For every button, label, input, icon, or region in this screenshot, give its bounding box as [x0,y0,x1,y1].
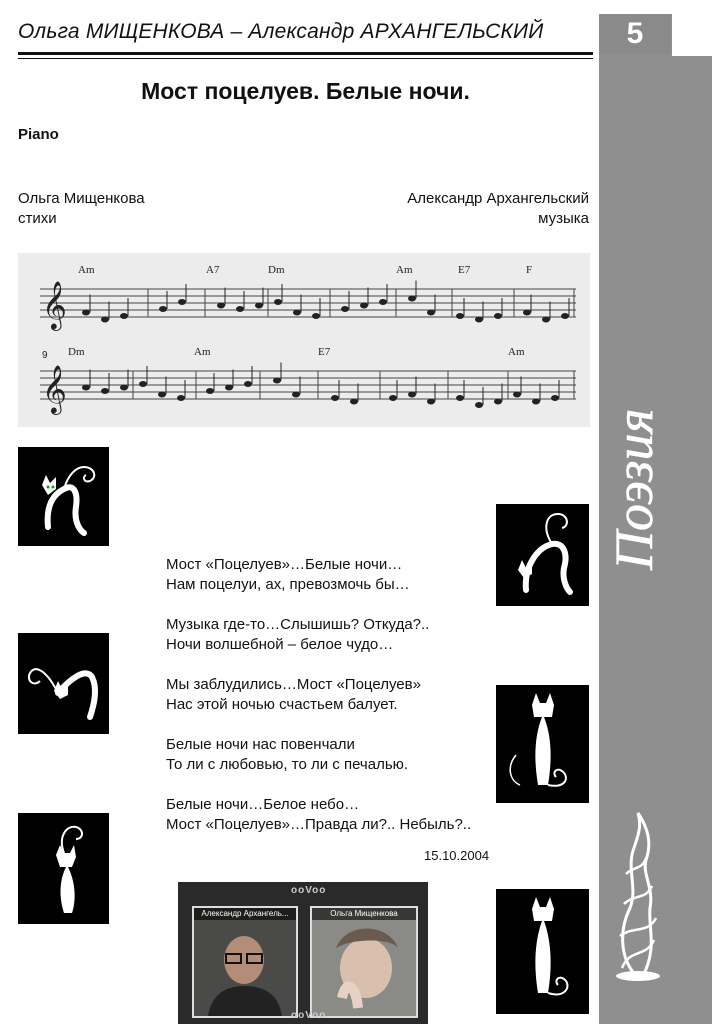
note-head [350,399,358,405]
note-head [312,313,320,319]
measure-number: 9 [42,350,48,361]
stanza [166,615,471,655]
cat-drawing-icon [18,447,109,546]
cat-drawing-icon [496,685,589,803]
poem-line: Ночи волшебной – белое чудо… [166,636,394,653]
note-head [293,310,301,316]
header-rule-thin [18,58,593,59]
note-head [456,395,464,401]
treble-clef-icon-row2: 𝄞 [42,364,67,413]
flame-ornament-icon [608,808,668,983]
chord-label: Am [194,346,211,358]
cat-photo-3 [18,633,109,734]
note-head [120,385,128,391]
sheet-music-score [18,253,590,427]
poem-line: Нам поцелуи, ах, превозмочь бы… [166,576,410,593]
cat-photo-5 [18,813,109,924]
note-head [360,303,368,309]
participant-name-right: Ольга Мищенкова [312,908,416,920]
poem-date: 15.10.2004 [424,848,490,863]
note-head [456,313,464,319]
poem-line: Белые ночи…Белое небо… [166,796,360,813]
person-icon [312,908,416,1016]
note-head [177,395,185,401]
treble-clef-icon: 𝄞 [42,280,67,329]
lyricist-role: стихи [18,210,57,227]
note-head [542,317,550,323]
note-head [551,395,559,401]
chord-label: Am [78,264,95,276]
chord-label: Am [508,346,525,358]
cat-drawing-icon [18,633,109,734]
person-icon [194,908,296,1016]
stanza [166,555,471,595]
chord-label: A7 [206,264,220,276]
cat-drawing-icon [18,813,109,924]
stanza [166,735,471,775]
lyricist-name: Ольга Мищенкова [18,190,145,207]
note-head [139,381,147,387]
note-head [513,392,521,398]
note-head [427,310,435,316]
chord-label: F [526,264,533,276]
chord-label: E7 [318,346,331,358]
note-head [255,303,263,309]
video-logo-top: ooVoo [291,885,327,896]
cat-photo-6 [496,889,589,1014]
note-head [274,299,282,305]
note-head [475,402,483,408]
poem-line: Музыка где-то…Слышишь? Откуда?.. [166,616,430,633]
video-tile-right [310,906,418,1018]
cat-drawing-icon [496,504,589,606]
note-head [341,306,349,312]
header-rule [18,52,593,55]
poem-line: Белые ночи нас повенчали [166,736,355,753]
note-head [475,317,483,323]
section-word: Поэзия [604,408,664,570]
chord-label: Dm [268,264,285,276]
note-head [82,385,90,391]
song-title: Мост поцелуев. Белые ночи. [141,78,470,104]
chord-label: Dm [68,346,85,358]
note-head [101,317,109,323]
cat-photo-1 [18,447,109,546]
poem-line: То ли с любовью, то ли с печалью. [166,756,409,773]
stanza [166,795,471,835]
poem-line: Мы заблудились…Мост «Поцелуев» [166,676,421,693]
note-head [101,388,109,394]
poem-line: Нас этой ночью счастьем балует. [166,696,398,713]
chord-label: Am [396,264,413,276]
note-head [561,313,569,319]
note-head [159,306,167,312]
stanza [166,675,471,715]
note-head [331,395,339,401]
cat-photo-2 [496,504,589,606]
note-head [408,392,416,398]
video-tile-left [192,906,298,1018]
lyricist-credit [18,189,145,229]
note-head [158,392,166,398]
note-head [494,399,502,405]
note-head [389,395,397,401]
poem-line: Мост «Поцелуев»…Белые ночи… [166,556,403,573]
page-number: 5 [599,14,671,54]
participant-name-left: Александр Архангель... [194,908,296,920]
section-word-vertical [604,320,672,580]
composer-name: Александр Архангельский [407,190,589,207]
sheet-music [18,253,590,427]
cat-drawing-icon [496,889,589,1014]
composer-credit [407,189,589,229]
poem [166,555,471,855]
note-head [408,296,416,302]
note-head [217,303,225,309]
note-head [206,388,214,394]
video-logo-bottom: ooVoo [291,1010,327,1021]
note-head [523,310,531,316]
note-head [273,378,281,384]
chord-label: E7 [458,264,471,276]
instrument-label: Piano [18,126,59,143]
note-head [120,313,128,319]
note-head [292,392,300,398]
note-head [178,299,186,305]
poem-line: Мост «Поцелуев»…Правда ли?.. Небыль?.. [166,816,472,833]
side-bar-notch [672,0,712,56]
note-head [379,299,387,305]
note-head [82,310,90,316]
note-head [244,381,252,387]
note-head [494,313,502,319]
cat-photo-4 [496,685,589,803]
note-head [236,306,244,312]
note-head [225,385,233,391]
note-head [532,399,540,405]
note-head [427,399,435,405]
composer-role: музыка [538,210,589,227]
video-call-photo [178,882,428,1024]
header-title: Ольга МИЩЕНКОВА – Александр АРХАНГЕЛЬСКИЙ [18,20,544,43]
